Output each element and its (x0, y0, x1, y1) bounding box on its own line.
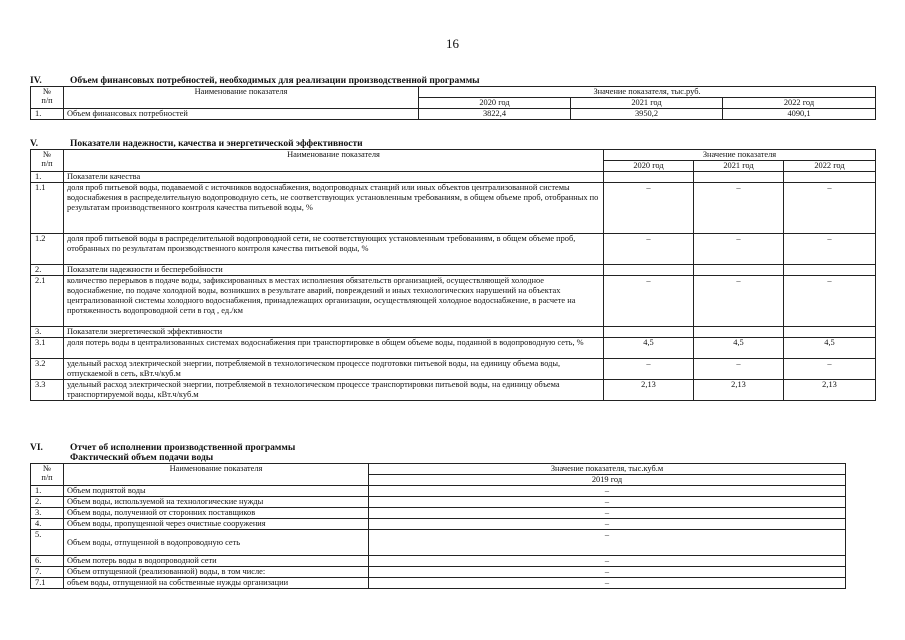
row-value (694, 327, 784, 338)
quality-indicators-table (30, 149, 876, 401)
row-value: – (369, 530, 846, 556)
table-row (31, 556, 846, 567)
row-number: 5. (31, 530, 64, 556)
col-value-header: Значение показателя (604, 150, 876, 161)
row-name: Показатели качества (64, 172, 604, 183)
row-value (604, 265, 694, 276)
row-number: 1. (31, 109, 64, 120)
row-value (694, 265, 784, 276)
row-value: – (369, 508, 846, 519)
row-name: удельный расход электрической энергии, потребляемой в технологическом процессе подготовки питьевой воды, на единицу объема воды, отпускаемой в сеть, кВт.ч/куб.м (64, 359, 604, 380)
row-value (784, 327, 876, 338)
row-value (784, 265, 876, 276)
year-header: 2021 год (694, 161, 784, 172)
col-name-header: Наименование показателя (64, 464, 369, 486)
row-number: 4. (31, 519, 64, 530)
row-number: 3.2 (31, 359, 64, 380)
row-value: – (694, 276, 784, 327)
row-name: количество перерывов в подаче воды, зафиксированных в местах исполнения обязательств организацией, осуществляющей холодное водоснабжение, по подаче холодной воды, возникших в результате аварий, повреждений и иных технологических нарушений на объектах централизованной системы холодного водоснабжения, принадлежащих организации, осуществляющей холодное водоснабжение, в расчете на протяженность водопроводной сети в год , ед./км (64, 276, 604, 327)
row-value: – (784, 359, 876, 380)
row-value: 3822,4 (419, 109, 571, 120)
row-value: – (604, 183, 694, 234)
section-4 (30, 76, 875, 120)
row-number: 2. (31, 497, 64, 508)
row-name: Объем потерь воды в водопроводной сети (64, 556, 369, 567)
row-value: – (694, 234, 784, 265)
table-row (31, 508, 846, 519)
table-row (31, 380, 876, 401)
table-row (31, 234, 876, 265)
section-5-number: V. (30, 139, 39, 149)
row-value: 4,5 (784, 338, 876, 359)
year-header: 2020 год (604, 161, 694, 172)
row-name: доля проб питьевой воды, подаваемой с источников водоснабжения, водопроводных станций или иных объектов централизованной системы водоснабжения в распределительную водопроводную сеть, не соответствующих установленным требованиям, в общем объеме проб, отобранных по результатам производственного контроля качества питьевой воды, % (64, 183, 604, 234)
row-name: Объем воды, отпущенной в водопроводную сеть (64, 530, 369, 556)
row-value (604, 327, 694, 338)
row-value (694, 172, 784, 183)
row-number: 7.1 (31, 578, 64, 589)
row-value: 4,5 (694, 338, 784, 359)
year-header: 2019 год (369, 475, 846, 486)
row-value: – (369, 519, 846, 530)
row-name: удельный расход электрической энергии, потребляемой в технологическом процессе транспортировки питьевой воды, на единицу объема транспортируемой воды, кВт.ч/куб.м (64, 380, 604, 401)
section-6 (30, 443, 875, 589)
section-6-heading (30, 443, 875, 453)
page-number: 16 (446, 36, 459, 51)
row-number: 7. (31, 567, 64, 578)
row-name: доля потерь воды в централизованных системах водоснабжения при транспортировке в общем объеме воды, поданной в водопроводную сеть, % (64, 338, 604, 359)
row-value: – (784, 276, 876, 327)
col-num-header: № п/п (31, 464, 64, 486)
row-name: объем воды, отпущенной на собственные нужды организации (64, 578, 369, 589)
year-header: 2021 год (571, 98, 723, 109)
row-value: 2,13 (604, 380, 694, 401)
row-value: – (784, 183, 876, 234)
row-name: Объем воды, используемой на технологические нужды (64, 497, 369, 508)
year-header: 2022 год (723, 98, 876, 109)
col-value-header: Значение показателя, тыс.куб.м (369, 464, 846, 475)
table-row (31, 183, 876, 234)
row-number: 6. (31, 556, 64, 567)
row-number: 3. (31, 327, 64, 338)
col-name-header: Наименование показателя (64, 150, 604, 172)
table-row (31, 519, 846, 530)
table-row (31, 486, 846, 497)
row-value: 3950,2 (571, 109, 723, 120)
table-row (31, 276, 876, 327)
row-value: – (369, 556, 846, 567)
row-value: – (604, 276, 694, 327)
row-name: Объем воды, пропущенной через очистные сооружения (64, 519, 369, 530)
row-number: 2. (31, 265, 64, 276)
section-4-heading (30, 76, 875, 86)
year-header: 2022 год (784, 161, 876, 172)
financial-needs-table (30, 86, 876, 120)
row-name: Показатели энергетической эффективности (64, 327, 604, 338)
table-row (31, 172, 876, 183)
row-value: – (694, 183, 784, 234)
table-row (31, 338, 876, 359)
row-name: Показатели надежности и бесперебойности (64, 265, 604, 276)
row-number: 3.3 (31, 380, 64, 401)
table-row (31, 265, 876, 276)
row-number: 2.1 (31, 276, 64, 327)
row-value: 4090,1 (723, 109, 876, 120)
col-value-header: Значение показателя, тыс.руб. (419, 87, 876, 98)
row-name: Объем поднятой воды (64, 486, 369, 497)
year-header: 2020 год (419, 98, 571, 109)
row-value: – (604, 359, 694, 380)
row-value: – (369, 578, 846, 589)
row-value: 2,13 (694, 380, 784, 401)
section-4-number: IV. (30, 76, 42, 86)
table-row (31, 530, 846, 556)
row-number: 1. (31, 486, 64, 497)
row-value: – (604, 234, 694, 265)
row-name: Объем отпущенной (реализованной) воды, в том числе: (64, 567, 369, 578)
col-name-header: Наименование показателя (64, 87, 419, 109)
col-num-header: № п/п (31, 87, 64, 109)
row-number: 1.1 (31, 183, 64, 234)
row-name: доля проб питьевой воды в распределительной водопроводной сети, не соответствующих установленным требованиям, в общем объеме проб, отобранных по результатам производственного контроля качества питьевой воды, % (64, 234, 604, 265)
row-value: 2,13 (784, 380, 876, 401)
row-value (604, 172, 694, 183)
section-5-title: Показатели надежности, качества и энергетической эффективности (70, 139, 363, 149)
table-row (31, 567, 846, 578)
row-value: – (694, 359, 784, 380)
row-name: Объем финансовых потребностей (64, 109, 419, 120)
table-row (31, 497, 846, 508)
table-row (31, 359, 876, 380)
water-supply-report-table (30, 463, 846, 589)
section-6-title: Отчет об исполнении производственной программы (70, 443, 296, 453)
row-name: Объем воды, полученной от сторонних поставщиков (64, 508, 369, 519)
row-number: 3.1 (31, 338, 64, 359)
row-value: – (369, 497, 846, 508)
table-row (31, 109, 876, 120)
section-4-title: Объем финансовых потребностей, необходимых для реализации производственной программы (70, 76, 480, 86)
col-num-header: № п/п (31, 150, 64, 172)
section-5 (30, 139, 875, 401)
row-value: – (784, 234, 876, 265)
row-value: – (369, 567, 846, 578)
table-row (31, 327, 876, 338)
row-value: 4,5 (604, 338, 694, 359)
row-value: – (369, 486, 846, 497)
section-6-subtitle: Фактический объем подачи воды (70, 453, 214, 463)
table-row (31, 578, 846, 589)
section-5-heading (30, 139, 875, 149)
section-6-number: VI. (30, 443, 43, 453)
row-number: 1. (31, 172, 64, 183)
row-number: 3. (31, 508, 64, 519)
row-number: 1.2 (31, 234, 64, 265)
row-value (784, 172, 876, 183)
